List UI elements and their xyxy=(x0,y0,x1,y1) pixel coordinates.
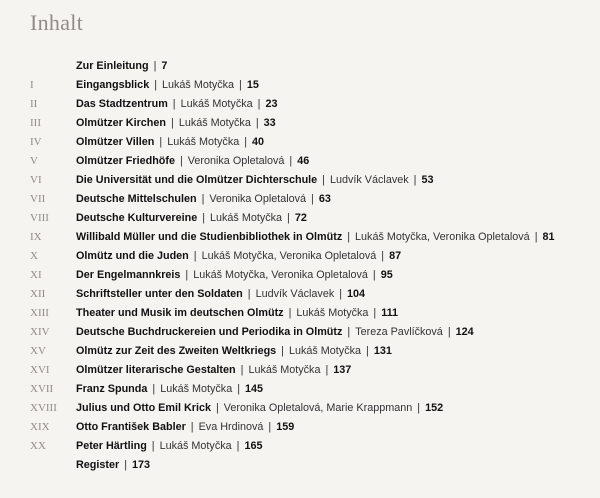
separator: | xyxy=(414,402,424,414)
page-number: 111 xyxy=(381,307,399,319)
chapter-number: VII xyxy=(30,193,46,205)
chapter-author: Tereza Pavlíčková xyxy=(355,326,443,338)
separator: | xyxy=(151,79,161,91)
toc-entry xyxy=(0,152,600,171)
toc-entry xyxy=(0,437,600,456)
entry-text xyxy=(76,304,398,323)
separator: | xyxy=(308,193,317,205)
page-number: 72 xyxy=(294,212,307,224)
page-number: 33 xyxy=(263,117,276,129)
chapter-author: Lukáš Motyčka, Veronika Opletalová xyxy=(193,269,368,281)
chapter-author: Lukáš Motyčka xyxy=(296,307,369,319)
separator: | xyxy=(319,174,328,186)
page-number: 46 xyxy=(297,155,310,167)
chapter-number: XV xyxy=(30,345,46,357)
separator: | xyxy=(284,212,293,224)
chapter-author: Lukáš Motyčka xyxy=(162,79,235,91)
chapter-title: Olmütz und die Juden xyxy=(76,250,189,262)
separator: | xyxy=(190,250,200,262)
toc-entry xyxy=(0,190,600,209)
separator: | xyxy=(198,193,208,205)
separator: | xyxy=(168,117,177,129)
chapter-title: Olmützer literarische Gestalten xyxy=(76,364,236,376)
chapter-number: XII xyxy=(30,288,46,300)
chapter-title: Peter Härtling xyxy=(76,440,147,452)
separator: | xyxy=(444,326,454,338)
chapter-title: Deutsche Mittelschulen xyxy=(76,193,197,205)
chapter-number: VIII xyxy=(30,212,49,224)
entry-text xyxy=(76,399,443,418)
toc-entry xyxy=(0,285,600,304)
chapter-title: Willibald Müller und die Studienbibliothek in Olmütz xyxy=(76,231,343,243)
separator: | xyxy=(234,383,244,395)
separator: | xyxy=(233,440,243,452)
chapter-number: V xyxy=(30,155,38,167)
chapter-title: Eingangsblick xyxy=(76,79,150,91)
entry-text xyxy=(76,437,262,456)
chapter-title: Olmütz zur Zeit des Zweiten Weltkriegs xyxy=(76,345,277,357)
chapter-title: Otto František Babler xyxy=(76,421,186,433)
entry-text xyxy=(76,247,401,266)
entry-text xyxy=(76,285,365,304)
separator: | xyxy=(278,345,287,357)
toc-entry xyxy=(0,76,600,95)
chapter-number: XIV xyxy=(30,326,50,338)
page-title: Inhalt xyxy=(30,10,84,35)
chapter-author: Lukáš Motyčka xyxy=(180,98,253,110)
chapter-number: XVIII xyxy=(30,402,57,414)
chapter-author: Lukáš Motyčka xyxy=(210,212,283,224)
toc-entry xyxy=(0,304,600,323)
separator: | xyxy=(363,345,372,357)
entry-text xyxy=(76,114,276,133)
page-number: 124 xyxy=(455,326,474,338)
page-number: 23 xyxy=(265,98,278,110)
page-number: 81 xyxy=(542,231,555,243)
separator: | xyxy=(254,98,264,110)
chapter-author: Lukáš Motyčka xyxy=(178,117,251,129)
separator: | xyxy=(121,459,131,471)
page-number: 87 xyxy=(389,250,402,262)
toc-entry xyxy=(0,266,600,285)
separator: | xyxy=(148,440,158,452)
chapter-author: Lukáš Motyčka xyxy=(167,136,240,148)
entry-text xyxy=(76,133,264,152)
chapter-number: IV xyxy=(30,136,42,148)
chapter-number: XVII xyxy=(30,383,54,395)
toc-entry xyxy=(0,323,600,342)
chapter-number: XIII xyxy=(30,307,49,319)
chapter-number: XIX xyxy=(30,421,50,433)
entry-text xyxy=(76,95,277,114)
entry-text xyxy=(76,380,263,399)
toc-entry xyxy=(0,114,600,133)
separator: | xyxy=(169,98,179,110)
separator: | xyxy=(410,174,420,186)
chapter-author: Lukáš Motyčka xyxy=(289,345,362,357)
chapter-title: Theater und Musik im deutschen Olmütz xyxy=(76,307,284,319)
separator: | xyxy=(369,269,379,281)
entry-text xyxy=(76,342,392,361)
chapter-author: Veronika Opletalová, Marie Krappmann xyxy=(223,402,413,414)
toc-entry xyxy=(0,209,600,228)
chapter-title: Franz Spunda xyxy=(76,383,148,395)
page-number: 173 xyxy=(132,459,151,471)
separator: | xyxy=(344,231,354,243)
page-number: 104 xyxy=(347,288,366,300)
page-number: 7 xyxy=(161,60,168,72)
toc-entry xyxy=(0,361,600,380)
entry-text xyxy=(76,209,307,228)
page-number: 145 xyxy=(245,383,264,395)
chapter-title: Deutsche Buchdruckereien und Periodika in Olmütz xyxy=(76,326,343,338)
chapter-number: I xyxy=(30,79,34,91)
page-number: 53 xyxy=(421,174,434,186)
chapter-title: Deutsche Kulturvereine xyxy=(76,212,198,224)
entry-text xyxy=(76,323,474,342)
chapter-author: Ludvík Václavek xyxy=(255,288,335,300)
chapter-number: XI xyxy=(30,269,42,281)
toc-entry xyxy=(0,171,600,190)
page-number: 152 xyxy=(425,402,444,414)
separator: | xyxy=(322,364,332,376)
separator: | xyxy=(531,231,541,243)
toc-entry xyxy=(0,342,600,361)
entry-text xyxy=(76,76,259,95)
separator: | xyxy=(265,421,275,433)
entry-text xyxy=(76,171,433,190)
chapter-number: II xyxy=(30,98,38,110)
entry-text xyxy=(76,361,351,380)
entry-text xyxy=(76,152,309,171)
separator: | xyxy=(244,288,254,300)
page-number: 15 xyxy=(246,79,259,91)
entry-text xyxy=(76,57,167,76)
entry-text xyxy=(76,456,150,475)
toc-entry xyxy=(0,133,600,152)
separator: | xyxy=(236,79,245,91)
toc-entry xyxy=(0,399,600,418)
separator: | xyxy=(187,421,197,433)
entry-text xyxy=(76,228,555,247)
chapter-number: XVI xyxy=(30,364,50,376)
separator: | xyxy=(150,60,160,72)
separator: | xyxy=(285,307,295,319)
chapter-author: Lukáš Motyčka xyxy=(159,440,232,452)
separator: | xyxy=(156,136,166,148)
toc-entry xyxy=(0,418,600,437)
separator: | xyxy=(149,383,159,395)
separator: | xyxy=(344,326,354,338)
toc-entry xyxy=(0,247,600,266)
entry-text xyxy=(76,266,393,285)
page-number: 137 xyxy=(333,364,352,376)
separator: | xyxy=(199,212,209,224)
chapter-title: Olmützer Friedhöfe xyxy=(76,155,175,167)
chapter-number: XX xyxy=(30,440,46,452)
chapter-title: Register xyxy=(76,459,120,471)
chapter-author: Lukáš Motyčka xyxy=(248,364,321,376)
chapter-title: Das Stadtzentrum xyxy=(76,98,168,110)
separator: | xyxy=(241,136,251,148)
toc-entry xyxy=(0,380,600,399)
separator: | xyxy=(182,269,192,281)
chapter-number: IX xyxy=(30,231,42,243)
chapter-title: Olmützer Villen xyxy=(76,136,155,148)
chapter-number: VI xyxy=(30,174,42,186)
page-number: 95 xyxy=(380,269,393,281)
page-number: 63 xyxy=(318,193,331,205)
separator: | xyxy=(378,250,388,262)
chapter-author: Veronika Opletalová xyxy=(209,193,307,205)
chapter-author: Lukáš Motyčka, Veronika Opletalová xyxy=(355,231,530,243)
toc-entry xyxy=(0,57,600,76)
page-number: 40 xyxy=(252,136,265,148)
chapter-author: Ludvík Václavek xyxy=(330,174,409,186)
chapter-title: Zur Einleitung xyxy=(76,60,149,72)
chapter-author: Veronika Opletalová xyxy=(187,155,285,167)
chapter-author: Eva Hrdinová xyxy=(198,421,264,433)
toc-entry xyxy=(0,456,600,475)
separator: | xyxy=(336,288,346,300)
chapter-author: Lukáš Motyčka, Veronika Opletalová xyxy=(201,250,377,262)
toc-entry xyxy=(0,95,600,114)
separator: | xyxy=(370,307,380,319)
separator: | xyxy=(176,155,186,167)
separator: | xyxy=(212,402,222,414)
chapter-title: Julius und Otto Emil Krick xyxy=(76,402,211,414)
chapter-title: Olmützer Kirchen xyxy=(76,117,166,129)
entry-text xyxy=(76,418,294,437)
chapter-title: Die Universität und die Olmützer Dichterschule xyxy=(76,174,318,186)
chapter-title: Schriftsteller unter den Soldaten xyxy=(76,288,243,300)
page-number: 165 xyxy=(244,440,263,452)
toc-entry xyxy=(0,228,600,247)
chapter-number: III xyxy=(30,117,41,129)
separator: | xyxy=(286,155,296,167)
chapter-author: Lukáš Motyčka xyxy=(160,383,233,395)
entry-text xyxy=(76,190,331,209)
chapter-number: X xyxy=(30,250,38,262)
chapter-title: Der Engelmannkreis xyxy=(76,269,181,281)
page-number: 159 xyxy=(276,421,295,433)
separator: | xyxy=(252,117,262,129)
separator: | xyxy=(237,364,247,376)
page-number: 131 xyxy=(373,345,392,357)
